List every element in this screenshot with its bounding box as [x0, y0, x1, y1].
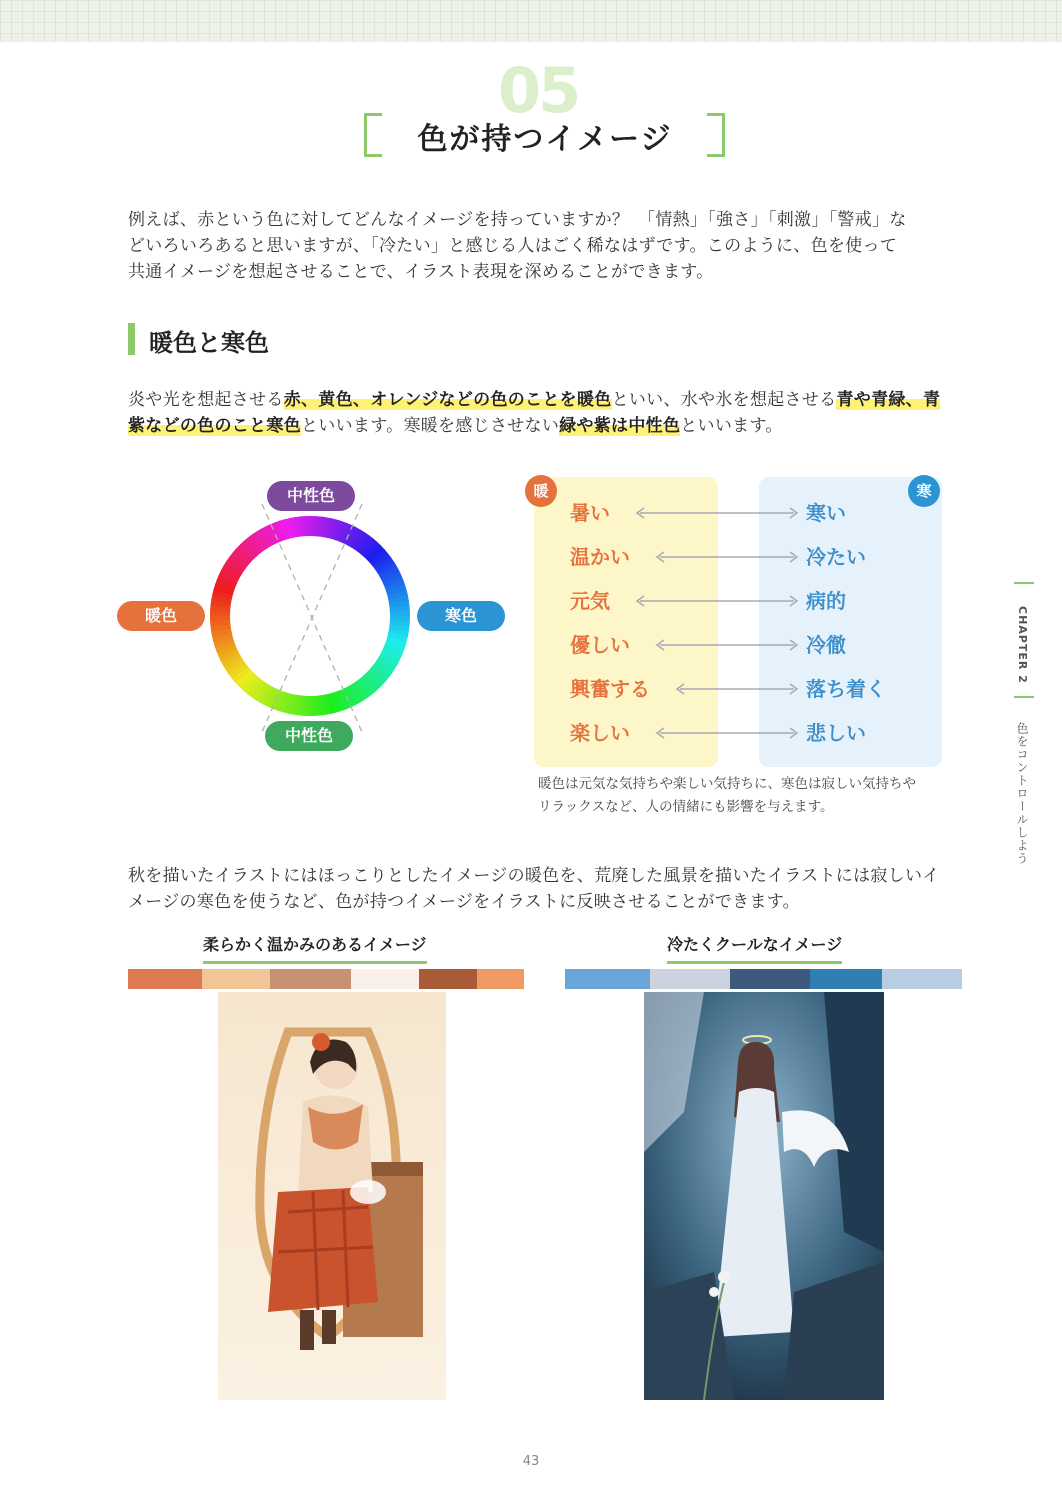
warm-illustration — [218, 992, 446, 1400]
cool-word: 冷たい — [806, 545, 866, 569]
cool-word: 落ち着く — [806, 677, 886, 701]
text-run: 炎や光を想起させる — [128, 390, 284, 410]
highlight-cool-cont: 紫などの色のこと寒色 — [128, 416, 301, 436]
cool-label: 寒色 — [417, 601, 505, 631]
comparison-row — [570, 630, 930, 660]
palette-swatch — [565, 969, 650, 989]
double-arrow-icon — [634, 507, 800, 519]
warm-word: 楽しい — [570, 721, 630, 745]
chapter-label: CHAPTER 2 — [1016, 606, 1029, 684]
text-run: といい、水や氷を想起させる — [611, 390, 837, 410]
comparison-row — [570, 542, 930, 572]
subsection-marker — [128, 323, 135, 355]
cool-word: 冷徹 — [806, 633, 846, 657]
paragraph-line: 秋を描いたイラストにはほっこりとしたイメージの暖色を、荒廃した風景を描いたイラストには寂しいイ — [128, 866, 940, 886]
palette-swatch — [810, 969, 882, 989]
highlight-warm: 赤、黄色、オレンジなどの色のことを暖色 — [283, 390, 612, 410]
warm-word: 温かい — [570, 545, 630, 569]
palette-swatch — [477, 969, 524, 989]
title-bracket-right — [707, 113, 725, 157]
palette-swatch — [650, 969, 730, 989]
palette-swatch — [419, 969, 477, 989]
intro-paragraph — [128, 207, 968, 285]
highlight-cool: 青や青緑、青 — [836, 390, 941, 410]
cool-palette — [565, 969, 962, 989]
warm-word: 暑い — [570, 501, 610, 525]
double-arrow-icon — [634, 595, 800, 607]
warm-badge: 暖 — [525, 475, 557, 507]
neutral-top-label: 中性色 — [267, 481, 355, 511]
cool-palette-label: 冷たくクールなイメージ — [667, 932, 842, 964]
intro-line: どいろいろあると思いますが、「冷たい」と感じる人はごく稀なはずです。このように、色を使って — [128, 236, 898, 256]
text-run: といいます。寒暖を感じさせない — [301, 416, 560, 436]
side-tab-rule — [1014, 696, 1034, 698]
palette-swatch — [882, 969, 962, 989]
subsection-title: 暖色と寒色 — [149, 329, 269, 357]
warm-word: 興奮する — [570, 677, 650, 701]
warm-label: 暖色 — [117, 601, 205, 631]
double-arrow-icon — [654, 639, 800, 651]
text-run: といいます。 — [680, 416, 783, 436]
paragraph-line — [128, 387, 968, 413]
cool-illustration — [644, 992, 884, 1400]
cool-word: 病的 — [806, 589, 846, 613]
palette-swatch — [730, 969, 810, 989]
title-bracket-left — [364, 113, 382, 157]
section-number: 05 — [498, 54, 579, 127]
cool-word: 寒い — [806, 501, 846, 525]
page-number: 43 — [522, 1454, 540, 1469]
double-arrow-icon — [674, 683, 800, 695]
warm-palette-label: 柔らかく温かみのあるイメージ — [203, 932, 427, 964]
paragraph-line: メージの寒色を使うなど、色が持つイメージをイラストに反映させることができます。 — [128, 892, 800, 912]
page-title: 色が持つイメージ — [417, 122, 673, 157]
palette-swatch — [202, 969, 270, 989]
warm-word: 元気 — [570, 589, 610, 613]
palette-swatch — [128, 969, 202, 989]
highlight-neutral: 緑や紫は中性色 — [559, 416, 681, 436]
caption-line: リラックスなど、人の情緒にも影響を与えます。 — [538, 799, 834, 815]
double-arrow-icon — [654, 727, 800, 739]
cool-badge: 寒 — [908, 475, 940, 507]
side-tab-rule — [1014, 582, 1034, 584]
intro-line: 共通イメージを想起させることで、イラスト表現を深めることができます。 — [128, 262, 714, 282]
warm-palette — [128, 969, 524, 989]
application-paragraph — [128, 863, 968, 915]
palette-swatch — [270, 969, 351, 989]
chapter-title: 色をコントロールしよう — [1015, 722, 1029, 865]
paragraph-line — [128, 413, 968, 439]
comparison-row — [570, 674, 930, 704]
warm-word: 優しい — [570, 633, 630, 657]
warm-cool-paragraph — [128, 387, 968, 439]
neutral-bottom-label: 中性色 — [265, 721, 353, 751]
caption-line: 暖色は元気な気持ちや楽しい気持ちに、寒色は寂しい気持ちや — [538, 776, 916, 792]
double-arrow-icon — [654, 551, 800, 563]
color-wheel-ring — [220, 526, 400, 706]
comparison-row — [570, 718, 930, 748]
comparison-row — [570, 586, 930, 616]
intro-line: 例えば、赤という色に対してどんなイメージを持っていますか？ 「情熱」「強さ」「刺激」「警戒」な — [128, 210, 907, 230]
comparison-row — [570, 498, 930, 528]
comparison-caption — [538, 773, 958, 819]
cool-word: 悲しい — [806, 721, 866, 745]
palette-swatch — [351, 969, 419, 989]
header-grid-band — [0, 0, 1062, 42]
